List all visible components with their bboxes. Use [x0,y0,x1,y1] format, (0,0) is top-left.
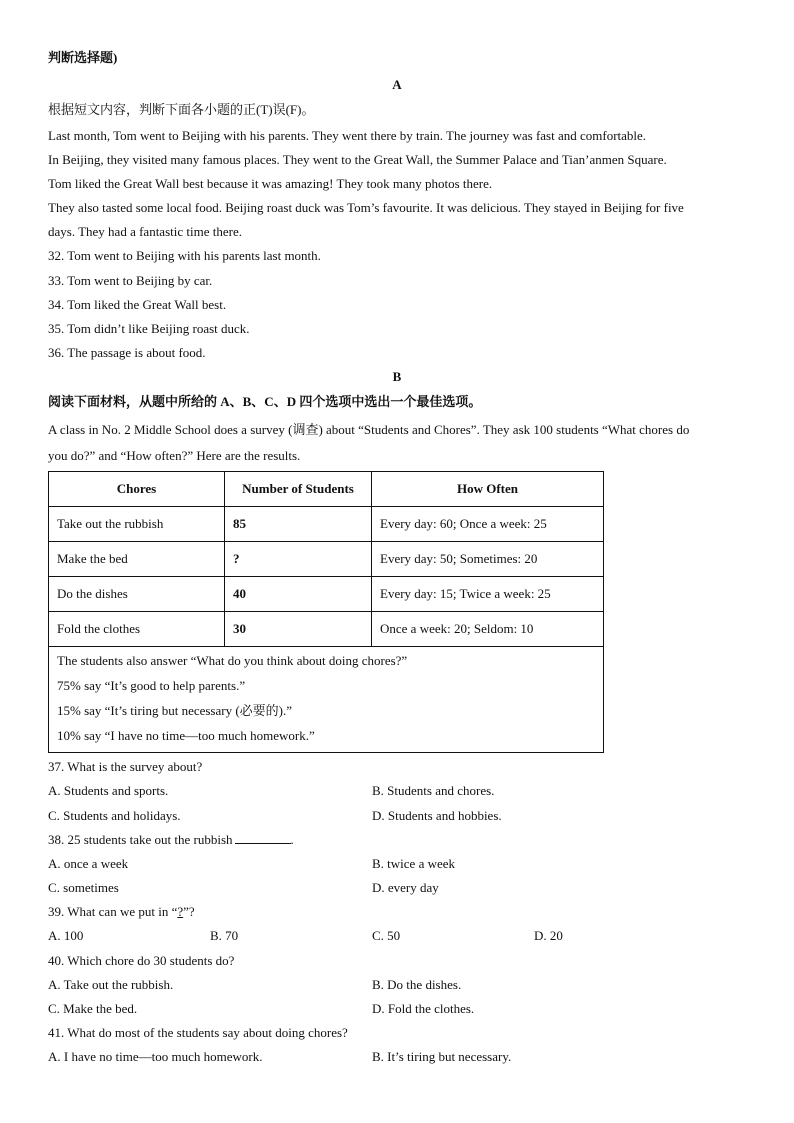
table-cell: Once a week: 20; Seldom: 10 [372,612,604,647]
table-row [49,542,604,577]
passage-line: Tom liked the Great Wall best because it was amazing! They took many photos there. [48,176,493,191]
question-36: 36. The passage is about food. [48,345,206,360]
table-row [49,577,604,612]
note-line: 15% say “It’s tiring but necessary (必要的).” [57,703,293,718]
survey-table [48,471,604,753]
section-b-instruction: 阅读下面材料，从题中所给的 A、B、C、D 四个选项中选出一个最佳选项。 [48,394,482,409]
table-notes-cell [49,647,604,753]
question-35: 35. Tom didn’t like Beijing roast duck. [48,321,250,336]
question-39-mark: ? [177,904,184,919]
table-cell: Do the dishes [49,577,225,612]
question-39 [48,904,195,920]
option-b: B. 70 [210,928,239,943]
section-a-instruction: 根据短文内容，判断下面各小题的正(T)误(F)。 [48,102,315,117]
question-38-stem: 38. 25 students take out the rubbish [48,832,233,847]
answer-blank [235,832,291,844]
passage-line: In Beijing, they visited many famous places. They went to the Great Wall, the Summer Palace and Tian’anmen Square. [48,152,667,167]
option-c: C. Students and holidays. [48,808,181,823]
question-39-end: ”? [183,904,195,919]
option-b: B. twice a week [372,856,456,871]
question-40: 40. Which chore do 30 students do? [48,953,235,968]
table-cell: 30 [225,612,372,647]
option-d: D. every day [372,880,439,895]
note-line: 10% say “I have no time—too much homework.” [57,728,315,743]
question-38 [48,832,294,848]
option-d: D. Students and hobbies. [372,808,502,823]
column-header: Number of Students [225,472,372,507]
question-38-end: . [290,832,294,847]
table-cell: ? [225,542,372,577]
option-a: A. 100 [48,928,84,943]
option-a: A. Students and sports. [48,783,169,798]
passage-line: Last month, Tom went to Beijing with his parents. They went there by train. The journey was fast and comfortable. [48,128,647,143]
intro-line: A class in No. 2 Middle School does a survey (调查) about “Students and Chores”. They ask 100 students “What chores do [48,422,690,437]
table-cell: Make the bed [49,542,225,577]
table-row [49,507,604,542]
option-b: B. Students and chores. [372,783,495,798]
column-header: Chores [49,472,225,507]
note-line: The students also answer “What do you think about doing chores?” [57,653,408,668]
passage-line: They also tasted some local food. Beijing roast duck was Tom’s favourite. It was delicious. They stayed in Beijing for five [48,200,684,215]
table-header-row [49,472,604,507]
question-41: 41. What do most of the students say about doing chores? [48,1025,348,1040]
option-d: D. 20 [534,928,563,943]
table-cell: Every day: 60; Once a week: 25 [372,507,604,542]
option-d: D. Fold the clothes. [372,1001,475,1016]
option-a: A. Take out the rubbish. [48,977,174,992]
section-heading: 判断选择题) [48,50,118,65]
question-34: 34. Tom liked the Great Wall best. [48,297,227,312]
column-header: How Often [372,472,604,507]
question-39-stem: 39. What can we put in “ [48,904,178,919]
option-a: A. once a week [48,856,129,871]
table-row [49,612,604,647]
table-cell: 40 [225,577,372,612]
table-cell: Every day: 15; Twice a week: 25 [372,577,604,612]
section-b-label: B [392,369,402,384]
question-32: 32. Tom went to Beijing with his parents last month. [48,248,321,263]
table-cell: 85 [225,507,372,542]
option-c: C. 50 [372,928,401,943]
table-notes-row [49,647,604,753]
option-c: C. sometimes [48,880,119,895]
question-37: 37. What is the survey about? [48,759,203,774]
note-line: 75% say “It’s good to help parents.” [57,678,246,693]
table-cell: Fold the clothes [49,612,225,647]
intro-line: you do?” and “How often?” Here are the results. [48,448,301,463]
section-a-label: A [392,77,402,92]
option-b: B. Do the dishes. [372,977,462,992]
table-cell: Every day: 50; Sometimes: 20 [372,542,604,577]
passage-line: days. They had a fantastic time there. [48,224,242,239]
question-33: 33. Tom went to Beijing by car. [48,273,213,288]
option-a: A. I have no time—too much homework. [48,1049,263,1064]
table-cell: Take out the rubbish [49,507,225,542]
option-b: B. It’s tiring but necessary. [372,1049,512,1064]
option-c: C. Make the bed. [48,1001,138,1016]
